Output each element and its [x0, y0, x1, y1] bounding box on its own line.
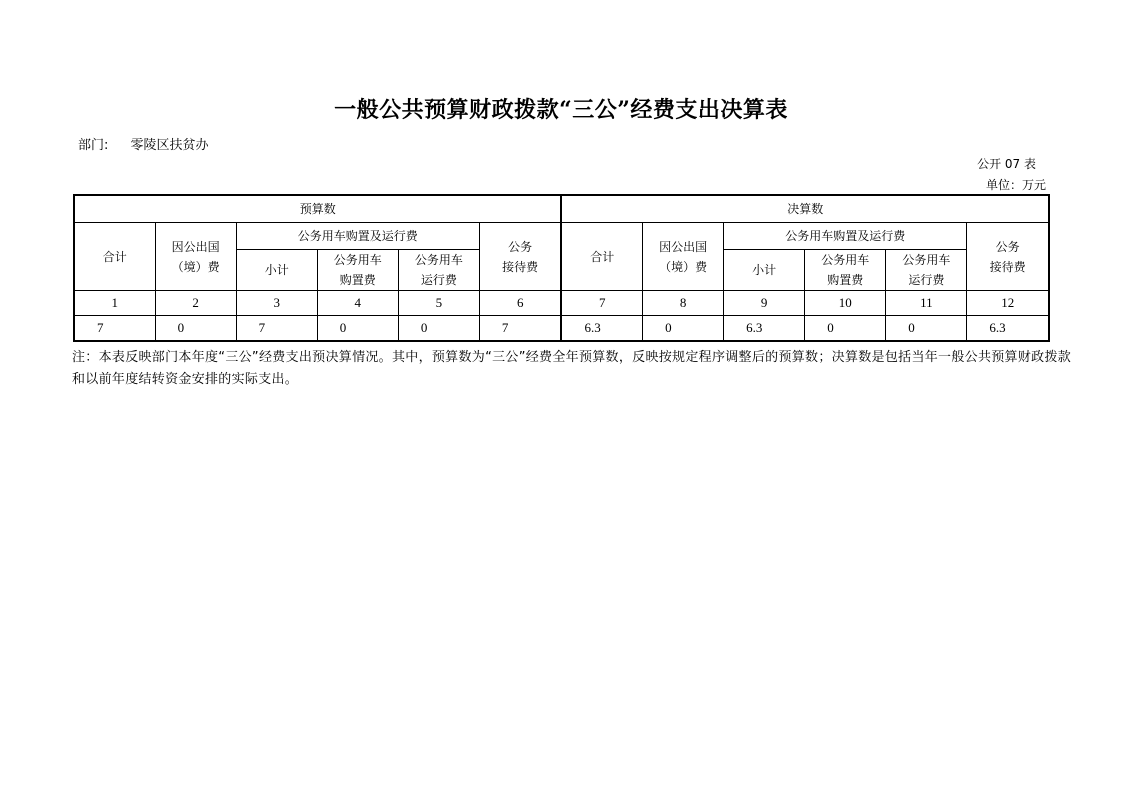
table-code: 公开 07 表 [977, 157, 1036, 171]
column-number: 9 [724, 291, 805, 316]
column-number: 12 [967, 291, 1049, 316]
final-reception-header: 公务 接待费 [967, 223, 1049, 291]
department-value: 零陵区扶贫办 [130, 138, 209, 153]
final-vehicle-subtotal-value: 6.3 [724, 316, 805, 342]
budget-vehicle-operation-value: 0 [398, 316, 479, 342]
final-group-header: 决算数 [561, 195, 1049, 223]
unit-label: 单位：万元 [985, 178, 1046, 192]
column-number: 10 [805, 291, 886, 316]
column-number: 5 [398, 291, 479, 316]
budget-overseas-header: 因公出国 （境）费 [155, 223, 236, 291]
budget-total-value: 7 [74, 316, 155, 342]
final-overseas-value: 0 [643, 316, 724, 342]
column-number: 3 [236, 291, 317, 316]
final-subtotal-header: 小计 [724, 250, 805, 291]
final-vehicle-operation-value: 0 [886, 316, 967, 342]
group-header-row [74, 195, 1049, 223]
final-vehicle-group-header: 公务用车购置及运行费 [724, 223, 967, 250]
column-number-row [74, 291, 1049, 316]
final-vehicle-operation-header: 公务用车 运行费 [886, 250, 967, 291]
final-vehicle-purchase-value: 0 [805, 316, 886, 342]
page-title: 一般公共预算财政拨款“三公”经费支出决算表 [334, 97, 788, 123]
final-total-value: 6.3 [561, 316, 642, 342]
column-number: 4 [317, 291, 398, 316]
department-label: 部门: [78, 138, 109, 153]
column-header-row [74, 223, 1049, 250]
column-number: 7 [561, 291, 642, 316]
department-line [78, 134, 209, 153]
column-number: 11 [886, 291, 967, 316]
budget-reception-value: 7 [479, 316, 561, 342]
footnote: 注：本表反映部门本年度“三公”经费支出预决算情况。其中，预算数为“三公”经费全年预算数，反映按规定程序调整后的预算数；决算数是包括当年一般公共预算财政拨款和以前年度结转资金安排的实际支出。 [72, 350, 1072, 387]
column-number: 8 [643, 291, 724, 316]
column-number: 6 [479, 291, 561, 316]
budget-overseas-value: 0 [155, 316, 236, 342]
final-vehicle-purchase-header: 公务用车 购置费 [805, 250, 886, 291]
data-row [74, 316, 1049, 342]
budget-vehicle-purchase-header: 公务用车 购置费 [317, 250, 398, 291]
budget-vehicle-operation-header: 公务用车 运行费 [398, 250, 479, 291]
budget-total-header: 合计 [74, 223, 155, 291]
budget-subtotal-header: 小计 [236, 250, 317, 291]
three-public-expenses-table [73, 194, 1050, 342]
budget-reception-header: 公务 接待费 [479, 223, 561, 291]
budget-vehicle-subtotal-value: 7 [236, 316, 317, 342]
budget-vehicle-purchase-value: 0 [317, 316, 398, 342]
column-number: 1 [74, 291, 155, 316]
final-total-header: 合计 [561, 223, 642, 291]
final-reception-value: 6.3 [967, 316, 1049, 342]
column-number: 2 [155, 291, 236, 316]
final-overseas-header: 因公出国 （境）费 [643, 223, 724, 291]
budget-vehicle-group-header: 公务用车购置及运行费 [236, 223, 479, 250]
budget-group-header: 预算数 [74, 195, 561, 223]
